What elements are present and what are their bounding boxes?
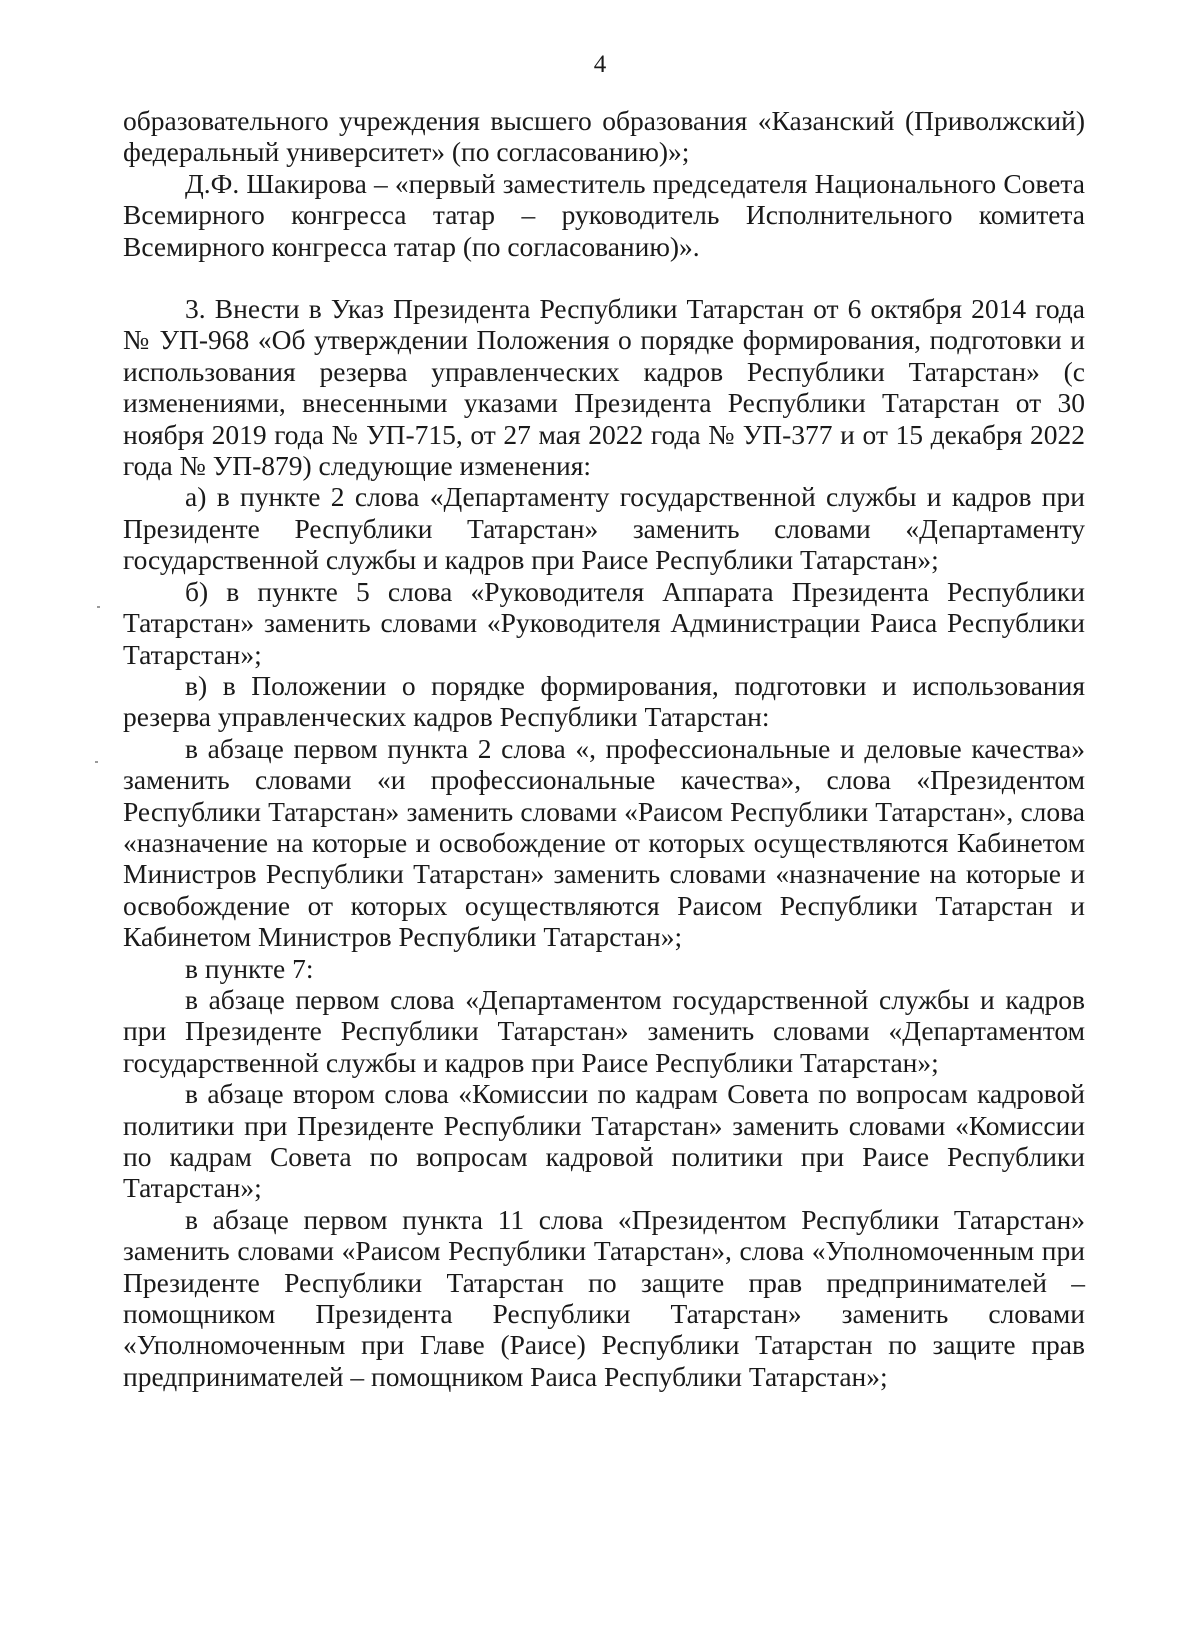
- paragraph-subitem-a: а) в пункте 2 слова «Департаменту государственной службы и кадров при Президенте Республики Татарстан» заменить словами «Департаменту государственной службы и кадров при Раисе Республики Татарстан»;: [123, 481, 1085, 576]
- paragraph-point-7-second-para: в абзаце втором слова «Комиссии по кадрам Совета по вопросам кадровой политики при Президенте Республики Татарстан» заменить словами «Комиссии по кадрам Совета по вопросам кадровой политики при Раисе Республики Татарстан»;: [123, 1078, 1085, 1204]
- paragraph-continuation: образовательного учреждения высшего образования «Казанский (Приволжский) федеральный университет» (по согласованию)»;: [123, 105, 1085, 168]
- paragraph-shakirova: Д.Ф. Шакирова – «первый заместитель председателя Национального Совета Всемирного конгресса татар – руководитель Исполнительного комитета Всемирного конгресса татар (по согласованию)».: [123, 167, 1085, 262]
- scan-artifact-dot: [97, 606, 100, 608]
- paragraph-point-7-first-para: в абзаце первом слова «Департаментом государственной службы и кадров при Президенте Республики Татарстан» заменить словами «Департаментом государственной службы и кадров при Раисе Республики Татарстан»;: [123, 983, 1085, 1078]
- paragraph-item-3: 3. Внести в Указ Президента Республики Татарстан от 6 октября 2014 года № УП-968 «Об утверждении Положения о порядке формирования, подготовки и использования резерва управленческих кадров Республики Татарстан» (с изменениями, внесенными указами Президента Республики Татарстан от 30 ноября 2019 года № УП-715, от 27 мая 2022 года № УП-377 и от 15 декабря 2022 года № УП-879) следующие изменения:: [123, 293, 1085, 482]
- page-number: 4: [593, 51, 607, 78]
- paragraph-point-7: в пункте 7:: [185, 952, 314, 984]
- paragraph-point-2-first-para: в абзаце первом пункта 2 слова «, профессиональные и деловые качества» заменить словами «и профессиональные качества», слова «Президентом Республики Татарстан» заменить словами «Раисом Республики Татарстан», слова «назначение на которые и освобождение от которых осуществляются Кабинетом Министров Республики Татарстан» заменить словами «назначение на которые и освобождение от которых осуществляются Раисом Республики Татарстан и Кабинетом Министров Республики Татарстан»;: [123, 732, 1085, 953]
- scan-artifact-dot: [95, 761, 98, 763]
- paragraph-subitem-b: б) в пункте 5 слова «Руководителя Аппарата Президента Республики Татарстан» заменить словами «Руководителя Администрации Раиса Республики Татарстан»;: [123, 575, 1085, 670]
- paragraph-point-11-first-para: в абзаце первом пункта 11 слова «Президентом Республики Татарстан» заменить словами «Раисом Республики Татарстан», слова «Уполномоченным при Президенте Республики Татарстан по защите прав предпринимателей – помощником Президента Республики Татарстан» заменить словами «Уполномоченным при Главе (Раисе) Республики Татарстан по защите прав предпринимателей – помощником Раиса Республики Татарстан»;: [123, 1203, 1085, 1392]
- paragraph-subitem-v: в) в Положении о порядке формирования, подготовки и использования резерва управленческих кадров Республики Татарстан:: [123, 669, 1085, 733]
- document-body: [123, 105, 1085, 1392]
